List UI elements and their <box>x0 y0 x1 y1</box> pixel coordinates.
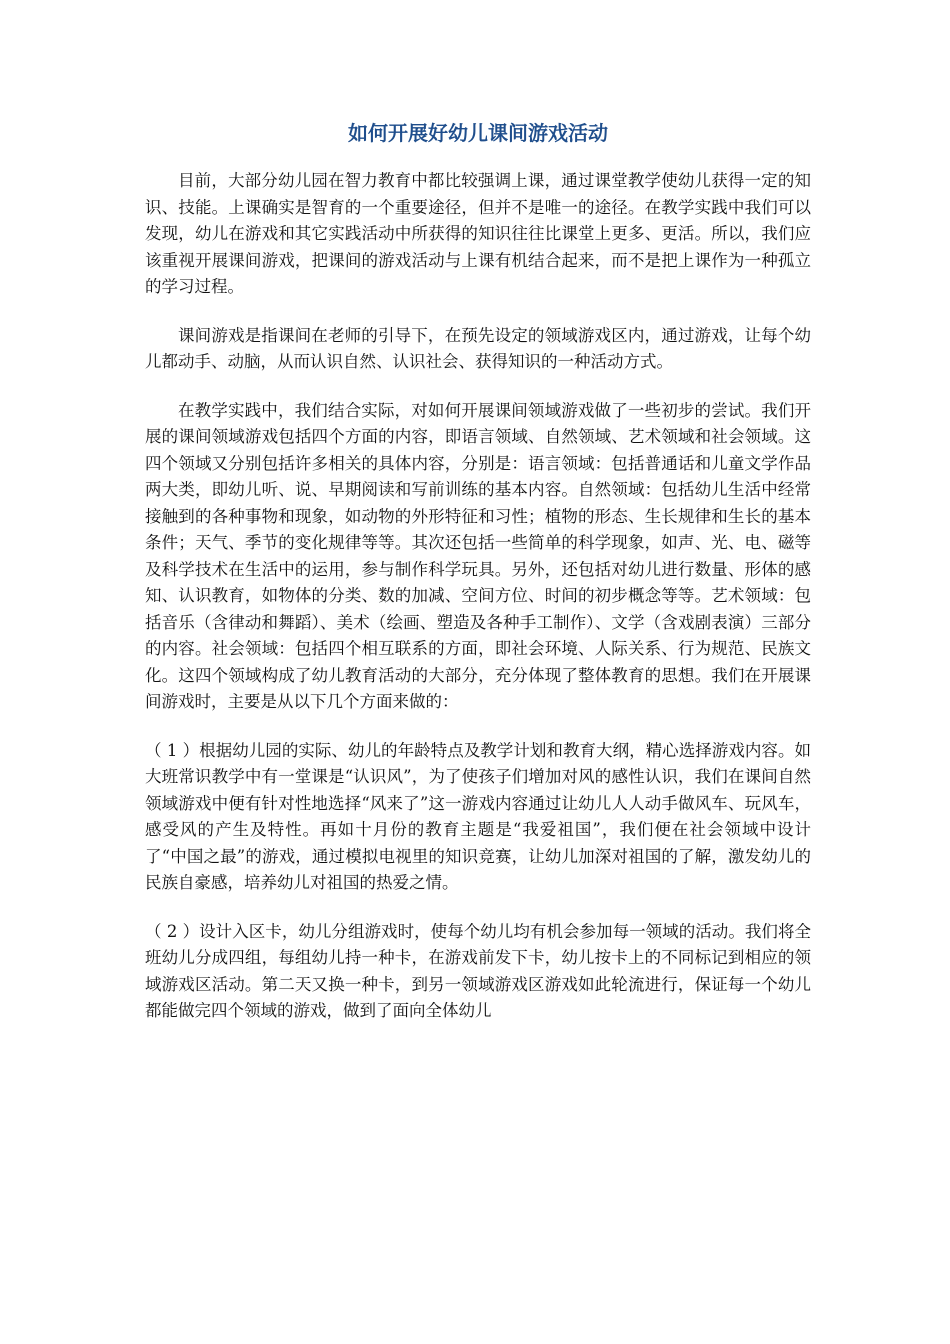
paragraph-practice: 在教学实践中，我们结合实际，对如何开展课间领域游戏做了一些初步的尝试。我们开展的课间领域游戏包括四个方面的内容，即语言领域、自然领域、艺术领域和社会领域。这四个领域又分别包括许多相关的具体内容，分别是：语言领域：包括普通话和儿童文学作品两大类，即幼儿听、说、早期阅读和写前训练的基本内容。自然领域：包括幼儿生活中经常接触到的各种事物和现象，如动物的外形特征和习性；植物的形态、生长规律和生长的基本条件；天气、季节的变化规律等等。其次还包括一些简单的科学现象，如声、光、电、磁等及科学技术在生活中的运用，参与制作科学玩具。另外，还包括对幼儿进行数量、形体的感知、认识教育，如物体的分类、数的加减、空间方位、时间的初步概念等等。艺术领域：包括音乐（含律动和舞蹈）、美术（绘画、塑造及各种手工制作）、文学（含戏剧表演）三部分的内容。社会领域：包括四个相互联系的方面，即社会环境、人际关系、行为规范、民族文化。这四个领域构成了幼儿教育活动的大部分，充分体现了整体教育的思想。我们在开展课间游戏时，主要是从以下几个方面来做的： <box>145 400 811 711</box>
paragraph-intro: 目前，大部分幼儿园在智力教育中都比较强调上课，通过课堂教学使幼儿获得一定的知识、技能。上课确实是智育的一个重要途径，但并不是唯一的途径。在教学实践中我们可以发现，幼儿在游戏和其它实践活动中所获得的知识往往比课堂上更多、更活。所以，我们应该重视开展课间游戏，把课间的游戏活动与上课有机结合起来，而不是把上课作为一种孤立的学习过程。 <box>145 171 811 296</box>
paragraph-point-1: （ 1 ）根据幼儿园的实际、幼儿的年龄特点及教学计划和教育大纲，精心选择游戏内容。如大班常识教学中有一堂课是“认识风”，为了使孩子们增加对风的感性认识，我们在课间自然领域游戏中便有针对性地选择“风来了”这一游戏内容通过让幼儿人人动手做风车、玩风车，感受风的产生及特性。再如十月份的教育主题是“我爱祖国”，我们便在社会领域中设计了“中国之最”的游戏，通过模拟电视里的知识竞赛，让幼儿加深对祖国的了解，激发幼儿的民族自豪感，培养幼儿对祖国的热爱之情。 <box>145 740 811 892</box>
document-title: 如何开展好幼儿课间游戏活动 <box>348 121 608 145</box>
paragraph-point-2: （ 2 ）设计入区卡，幼儿分组游戏时，使每个幼儿均有机会参加每一领域的活动。我们将全班幼儿分成四组，每组幼儿持一种卡，在游戏前发下卡，幼儿按卡上的不同标记到相应的领域游戏区活动。第二天又换一种卡，到另一领域游戏区游戏如此轮流进行，保证每一个幼儿都能做完四个领域的游戏，做到了面向全体幼儿 <box>145 921 811 1020</box>
document-page <box>145 118 811 1047</box>
paragraph-definition: 课间游戏是指课间在老师的引导下，在预先设定的领域游戏区内，通过游戏，让每个幼儿都动手、动脑，从而认识自然、认识社会、获得知识的一种活动方式。 <box>145 325 811 371</box>
